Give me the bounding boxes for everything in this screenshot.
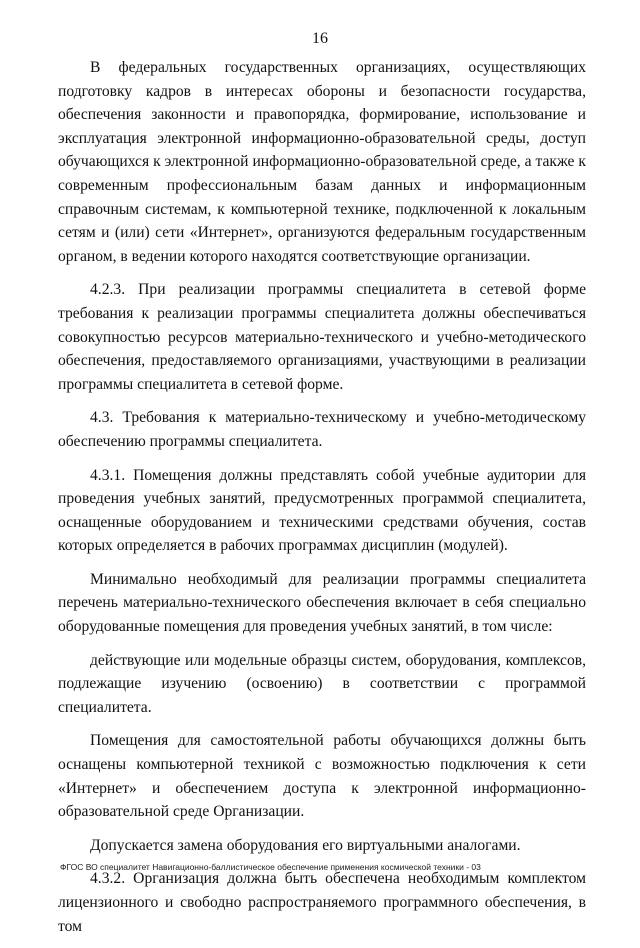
paragraph-4-2-3: 4.2.3. При реализации программы специалитета в сетевой форме требования к реализации программы специалитета должны обеспечиваться совокупностью ресурсов материально-технического и учебно-методического обеспечения, предоставляемого организациями, участвующими в реализации программы специалитета в сетевой форме. — [58, 281, 586, 393]
paragraph-self-study-rooms: Помещения для самостоятельной работы обучающихся должны быть оснащены компьютерной техникой с возможностью подключения к сети «Интернет» и обеспечением доступа к электронной информационно-образовательной среде Организации. — [58, 732, 586, 821]
page-footer: ФГОС ВО специалитет Навигационно-баллистическое обеспечение применения космической техники - 03 — [60, 862, 481, 872]
page-number: 16 — [312, 30, 328, 47]
paragraph-4-3-1: 4.3.1. Помещения должны представлять собой учебные аудитории для проведения учебных занятий, предусмотренных программой специалитета, оснащенные оборудованием и техническими средствами обучения, состав которых определяется в рабочих программах дисциплин (модулей). — [58, 466, 586, 555]
paragraph-minimum-list: Минимально необходимый для реализации программы специалитета перечень материально-технического обеспечения включает в себя специально оборудованные помещения для проведения учебных занятий, в том числе: — [58, 570, 586, 636]
paragraph-intro: В федеральных государственных организациях, осуществляющих подготовку кадров в интересах обороны и безопасности государства, обеспечения законности и правопорядка, формирование, использование и эксплуатация электронной информационно-образовательной среды, доступ обучающихся к электронной информационно-образовательной среде, а также к современным профессиональным базам данных и информационным справочным системам, к компьютерной технике, подключенной к локальным сетям и (или) сети «Интернет», организуются федеральным государственным органом, в ведении которого находятся соответствующие организации. — [58, 59, 586, 265]
paragraph-equipment-samples: действующие или модельные образцы систем, оборудования, комплексов, подлежащие изучению (освоению) в соответствии с программой специалитета. — [58, 651, 586, 716]
paragraph-4-3-2: 4.3.2. Организация должна быть обеспечена необходимым комплектом лицензионного и свободно распространяемого программного обеспечения, в том — [58, 870, 586, 935]
paragraph-4-3: 4.3. Требования к материально-техническому и учебно-методическому обеспечению программы специалитета. — [58, 409, 586, 450]
document-body — [58, 56, 586, 948]
paragraph-virtual-analogs: Допускается замена оборудования его виртуальными аналогами. — [90, 836, 521, 854]
